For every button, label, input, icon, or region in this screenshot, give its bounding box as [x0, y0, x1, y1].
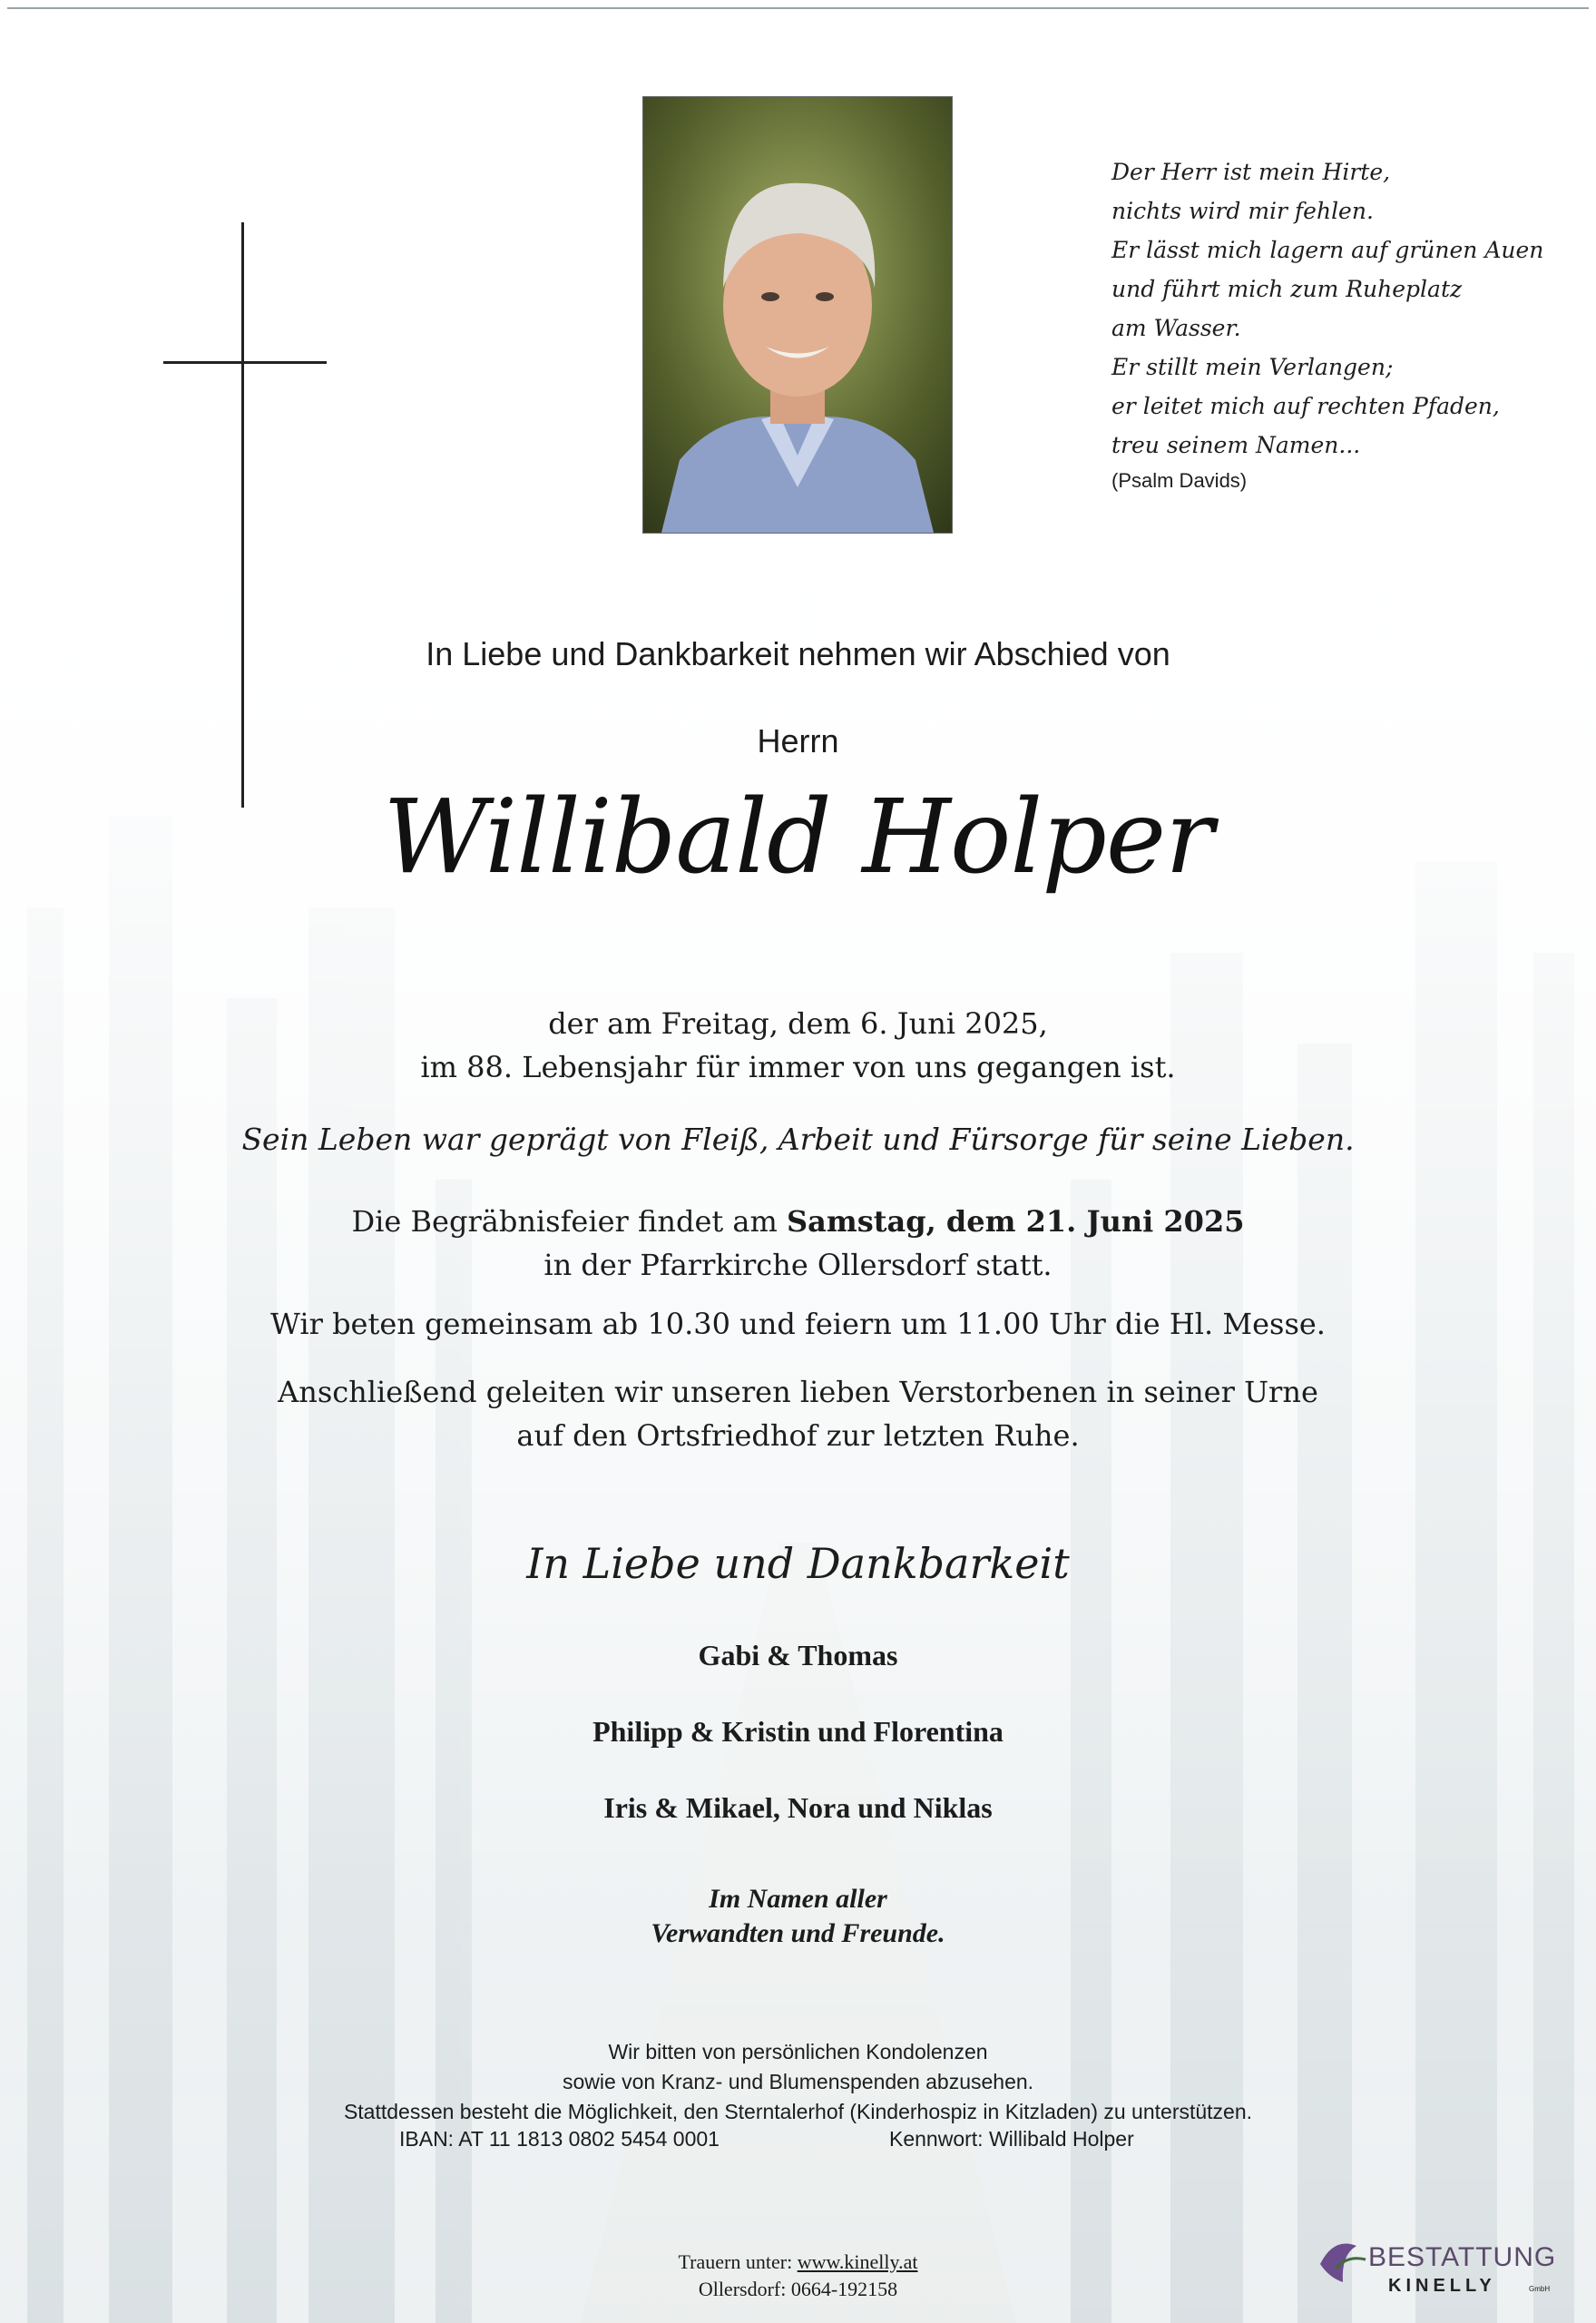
funeral-info	[0, 1200, 1596, 1287]
psalm-line: nichts wird mir fehlen.	[1111, 198, 1374, 224]
psalm-line: Er stillt mein Verlangen;	[1111, 354, 1394, 380]
psalm-line: Der Herr ist mein Hirte,	[1111, 159, 1391, 185]
intro-text: In Liebe und Dankbarkeit nehmen wir Abschied von	[426, 635, 1170, 672]
on-behalf-of	[0, 1882, 1596, 1951]
iban: IBAN: AT 11 1813 0802 5454 0001	[399, 2127, 720, 2151]
psalm-line: Er lässt mich lagern auf grünen Auen	[1111, 237, 1544, 263]
urn-line-2: auf den Ortsfriedhof zur letzten Ruhe.	[516, 1418, 1080, 1453]
logo-line-2: KINELLY	[1388, 2276, 1496, 2296]
psalm-line: treu seinem Namen...	[1111, 432, 1361, 458]
kennwort: Kennwort: Willibald Holper	[889, 2127, 1134, 2151]
cross-icon	[241, 222, 244, 808]
death-line-2: im 88. Lebensjahr für immer von uns gegangen ist.	[420, 1050, 1176, 1084]
contact-prefix: Trauern unter:	[678, 2250, 793, 2273]
psalm-source: (Psalm Davids)	[1111, 469, 1248, 492]
contact-phone: Ollersdorf: 0664-192158	[698, 2278, 898, 2300]
deceased-name: Willibald Holper	[383, 779, 1213, 897]
notice-line-3: Stattdessen besteht die Möglichkeit, den Sterntalerhof (Kinderhospiz in Kitzladen) zu unterstützen.	[343, 2100, 1253, 2123]
logo-suffix: GmbH	[1529, 2285, 1551, 2293]
top-border	[7, 7, 1589, 9]
urn-line-1: Anschließend geleiten wir unseren lieben Verstorbenen in seiner Urne	[278, 1375, 1318, 1409]
logo-line-1: BESTATTUNG	[1368, 2242, 1557, 2272]
psalm-quote	[1111, 152, 1565, 497]
family-member: Gabi & Thomas	[698, 1639, 898, 1671]
life-motto: Sein Leben war geprägt von Fleiß, Arbeit und Fürsorge für seine Lieben.	[241, 1122, 1355, 1157]
death-notice	[0, 1002, 1596, 1089]
on-behalf-line-2: Verwandten und Freunde.	[651, 1918, 945, 1948]
funeral-location: in der Pfarrkirche Ollersdorf statt.	[543, 1248, 1053, 1282]
family-member: Iris & Mikael, Nora und Niklas	[603, 1791, 993, 1824]
psalm-line: er leitet mich auf rechten Pfaden,	[1111, 393, 1500, 419]
portrait-photo	[642, 96, 953, 534]
notice-line-2: sowie von Kranz- und Blumenspenden abzusehen.	[562, 2070, 1034, 2093]
closing-heading: In Liebe und Dankbarkeit	[526, 1539, 1070, 1588]
psalm-line: am Wasser.	[1111, 315, 1241, 341]
urn-info	[0, 1370, 1596, 1457]
family-member: Philipp & Kristin und Florentina	[592, 1715, 1004, 1748]
psalm-line: und führt mich zum Ruheplatz	[1111, 276, 1463, 302]
funeral-prefix: Die Begräbnisfeier findet am	[351, 1204, 778, 1239]
funeral-home-logo	[1316, 2228, 1561, 2300]
leaf-icon	[1320, 2244, 1356, 2283]
notice-line-1: Wir bitten von persönlichen Kondolenzen	[608, 2040, 988, 2063]
salutation: Herrn	[757, 722, 839, 760]
death-line-1: der am Freitag, dem 6. Juni 2025,	[548, 1006, 1048, 1041]
cross-icon-bar	[163, 361, 327, 364]
on-behalf-line-1: Im Namen aller	[709, 1884, 887, 1914]
donation-notice	[0, 2037, 1596, 2127]
mass-info: Wir beten gemeinsam ab 10.30 und feiern um 11.00 Uhr die Hl. Messe.	[270, 1307, 1326, 1341]
funeral-date: Samstag, dem 21. Juni 2025	[787, 1204, 1245, 1239]
website-link[interactable]: www.kinelly.at	[797, 2250, 918, 2273]
